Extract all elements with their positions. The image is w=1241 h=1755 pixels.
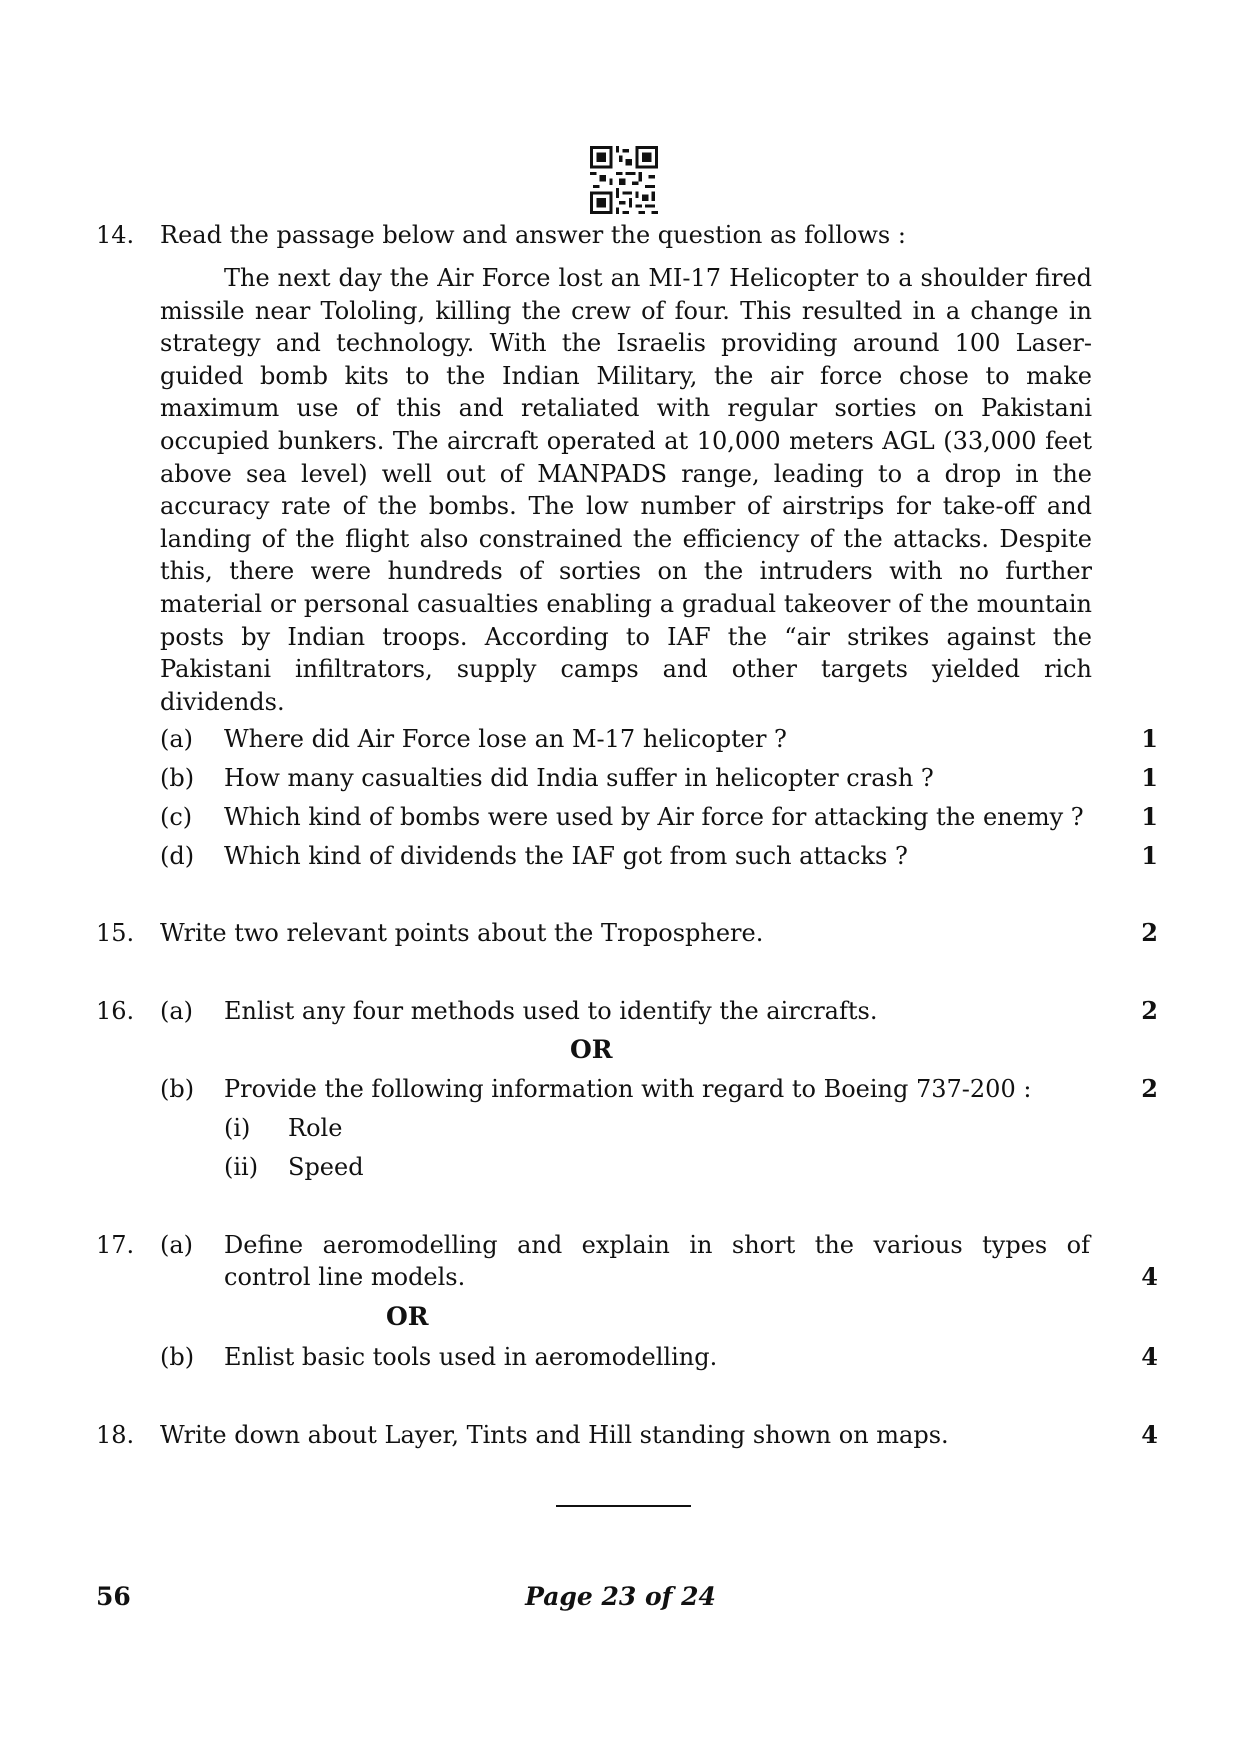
part-text: Enlist any four methods used to identify the aircrafts. xyxy=(224,997,878,1025)
or-divider: OR xyxy=(386,1302,429,1331)
question-number: 14. xyxy=(96,221,135,249)
marks: 2 xyxy=(1141,996,1158,1025)
item-label: (i) xyxy=(224,1114,251,1142)
page-number: Page 23 of 24 xyxy=(525,1582,716,1611)
marks: 2 xyxy=(1141,1074,1158,1103)
question-14b xyxy=(0,761,1241,795)
question-18 xyxy=(0,1418,1241,1452)
question-number: 18. xyxy=(96,1421,135,1449)
question-17b xyxy=(0,1340,1241,1374)
marks: 4 xyxy=(1141,1342,1158,1371)
or-divider: OR xyxy=(570,1035,613,1064)
question-text: Write down about Layer, Tints and Hill standing shown on maps. xyxy=(160,1421,949,1449)
marks: 2 xyxy=(1141,918,1158,947)
marks: 1 xyxy=(1141,841,1158,870)
part-label: (a) xyxy=(160,1231,194,1259)
paper-code: 56 xyxy=(96,1582,131,1611)
part-text: Which kind of bombs were used by Air force for attacking the enemy ? xyxy=(224,803,1084,831)
question-number: 17. xyxy=(96,1231,135,1259)
question-16a xyxy=(0,994,1241,1028)
part-label: (a) xyxy=(160,997,194,1025)
question-16b-i xyxy=(0,1111,1241,1145)
item-label: (ii) xyxy=(224,1153,259,1181)
question-16b xyxy=(0,1072,1241,1106)
part-text-line-2: control line models. xyxy=(224,1263,466,1291)
part-text: How many casualties did India suffer in helicopter crash ? xyxy=(224,764,934,792)
item-text: Speed xyxy=(288,1153,364,1181)
qr-code-icon xyxy=(590,146,658,214)
question-14c xyxy=(0,800,1241,834)
reading-passage: The next day the Air Force lost an MI-17 Helicopter to a shoulder fired missile near Tololing, killing the crew of four. This resulted in a change in strategy and technology. With the Israelis providing around 100 Laser-guided bomb kits to the Indian Military, the air force chose to make maximum use of this and retaliated with regular sorties on Pakistani occupied bunkers. The aircraft operated at 10,000 meters AGL (33,000 feet above sea level) well out of MANPADS range, leading to a drop in the accuracy rate of the bombs. The low number of airstrips for take-off and landing of the flight also constrained the efficiency of the attacks. Despite this, there were hundreds of sorties on the intruders with no further material or personal casualties enabling a gradual takeover of the mountain posts by Indian troops. According to IAF the “air strikes against the Pakistani infiltrators, supply camps and other targets yielded rich dividends. xyxy=(160,264,1092,716)
part-label: (b) xyxy=(160,764,195,792)
question-number: 15. xyxy=(96,919,135,947)
part-text-line-1: Define aeromodelling and explain in short the various types of xyxy=(224,1231,1090,1259)
part-text: Where did Air Force lose an M-17 helicopter ? xyxy=(224,725,787,753)
question-14-header xyxy=(0,218,1241,252)
part-label: (b) xyxy=(160,1075,195,1103)
marks: 4 xyxy=(1141,1420,1158,1449)
part-label: (c) xyxy=(160,803,193,831)
question-prompt: Read the passage below and answer the question as follows : xyxy=(160,221,906,249)
part-label: (a) xyxy=(160,725,194,753)
marks: 1 xyxy=(1141,802,1158,831)
question-text: Write two relevant points about the Troposphere. xyxy=(160,919,764,947)
marks: 1 xyxy=(1141,724,1158,753)
part-text: Which kind of dividends the IAF got from such attacks ? xyxy=(224,842,908,870)
question-14d xyxy=(0,839,1241,873)
question-15 xyxy=(0,916,1241,950)
part-label: (b) xyxy=(160,1343,195,1371)
question-17a xyxy=(0,1228,1241,1262)
item-text: Role xyxy=(288,1114,343,1142)
question-17a-cont xyxy=(0,1260,1241,1294)
part-label: (d) xyxy=(160,842,195,870)
question-16b-ii xyxy=(0,1150,1241,1184)
marks: 4 xyxy=(1141,1262,1158,1291)
marks: 1 xyxy=(1141,763,1158,792)
end-rule xyxy=(556,1505,691,1507)
question-number: 16. xyxy=(96,997,135,1025)
part-text: Enlist basic tools used in aeromodelling. xyxy=(224,1343,718,1371)
question-14a xyxy=(0,722,1241,756)
part-text: Provide the following information with regard to Boeing 737-200 : xyxy=(224,1075,1032,1103)
